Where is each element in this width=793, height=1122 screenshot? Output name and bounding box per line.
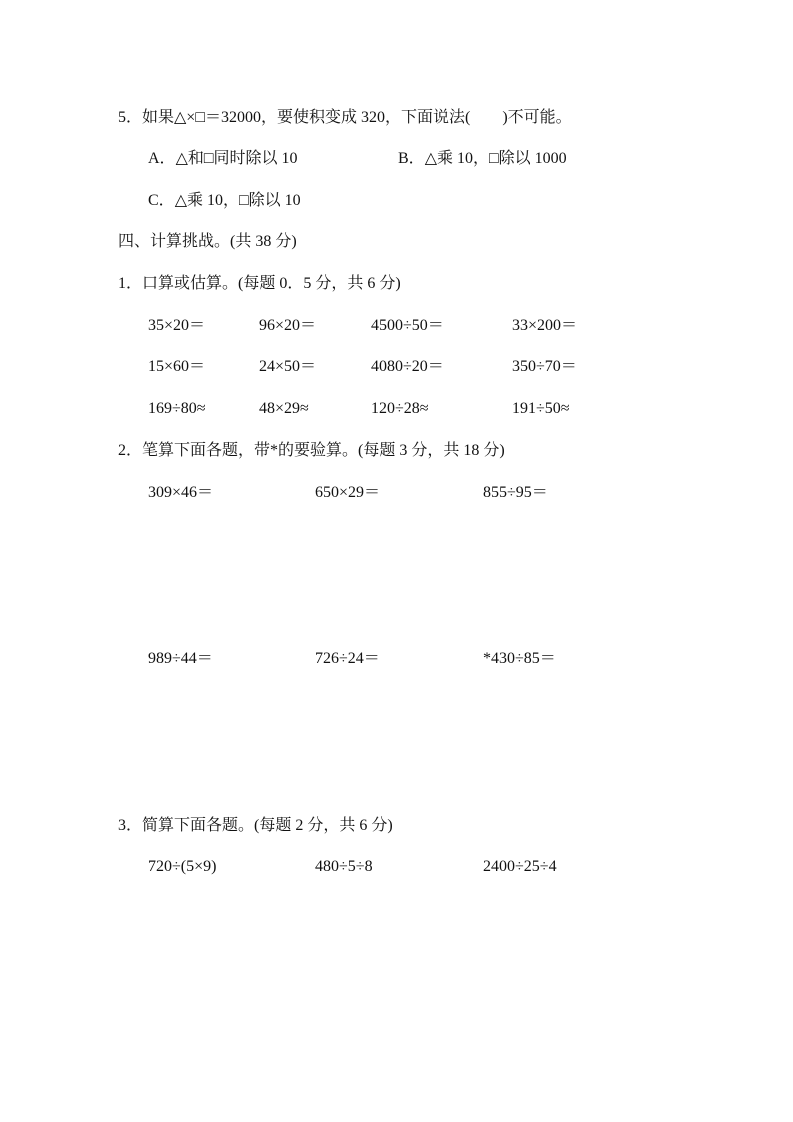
problem: 48×29≈ (259, 400, 309, 417)
problem: 33×200＝ (512, 317, 578, 334)
problem: 480÷5÷8 (315, 858, 373, 875)
option-c-text: △乘 10，□除以 10 (174, 192, 301, 209)
problem: 2400÷25÷4 (483, 858, 557, 875)
part-3-title: 3．简算下面各题。(每题 2 分，共 6 分) (118, 817, 393, 834)
problem: 989÷44＝ (148, 650, 213, 667)
problem: 4500÷50＝ (371, 317, 444, 334)
problem: *430÷85＝ (483, 650, 556, 667)
problem: 309×46＝ (148, 484, 214, 501)
problem: 855÷95＝ (483, 484, 548, 501)
option-a-text: △和□同时除以 10 (175, 150, 298, 167)
option-a-label: A． (148, 150, 176, 167)
problem: 120÷28≈ (371, 400, 429, 417)
problem: 350÷70＝ (512, 358, 577, 375)
option-c (148, 191, 301, 211)
option-c-label: C． (148, 192, 175, 209)
problem: 35×20＝ (148, 317, 206, 334)
option-a (148, 149, 298, 169)
part-2-title: 2．笔算下面各题，带*的要验算。(每题 3 分，共 18 分) (118, 442, 505, 459)
problem: 15×60＝ (148, 358, 206, 375)
problem: 96×20＝ (259, 317, 317, 334)
problem: 191÷50≈ (512, 400, 570, 417)
problem: 726÷24＝ (315, 650, 380, 667)
question-5-stem: 5．如果△×□＝32000，要使积变成 320，下面说法( )不可能。 (118, 109, 572, 126)
problem: 24×50＝ (259, 358, 317, 375)
section-title: 四、计算挑战。(共 38 分) (118, 233, 297, 250)
option-b-text: △乘 10，□除以 1000 (424, 150, 567, 167)
option-b-label: B． (398, 150, 425, 167)
problem: 169÷80≈ (148, 400, 206, 417)
problem: 4080÷20＝ (371, 358, 444, 375)
part-1-title: 1．口算或估算。(每题 0．5 分，共 6 分) (118, 275, 401, 292)
problem: 650×29＝ (315, 484, 381, 501)
problem: 720÷(5×9) (148, 858, 217, 875)
option-b (398, 149, 567, 169)
